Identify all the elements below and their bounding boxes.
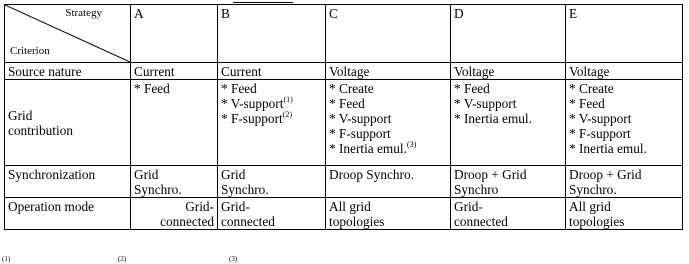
cell-source-e: Voltage [566,63,683,80]
table-row-grid-contribution [5,80,683,166]
footnote-mark-2: (2) [118,255,127,263]
cell-sync-a [131,166,218,198]
cell-source-b: Current [218,63,326,80]
list-item [221,111,322,126]
table-row-synchronization [5,166,683,198]
cell-line: All grid [569,199,611,214]
list-item: * V-support [454,96,517,111]
cell-contribution-e [566,80,683,166]
cell-line: All grid [329,199,371,214]
cell-source-c: Voltage [326,63,451,80]
cell-line: connected [160,214,214,229]
row-label-source-nature: Source nature [5,63,131,80]
cell-line: Grid- [221,199,250,214]
row-label-line: contribution [8,123,73,138]
cell-line: Grid [221,167,246,182]
list-item: * Feed [329,96,365,111]
strategy-label: Strategy [65,7,102,19]
cell-line: topologies [329,214,385,229]
criterion-label: Criterion [10,45,50,57]
cell-mode-b [218,198,326,230]
cell-source-a: Current [131,63,218,80]
cell-line: Synchro. [221,182,269,197]
cell-sync-e [566,166,683,198]
footnote-ref-1: (1) [283,94,293,104]
row-label-grid-contribution [5,80,131,166]
footnote-mark-3: (3) [229,255,238,263]
column-header-a: A [131,5,218,63]
list-item: * F-support [569,126,631,141]
list-item: * Feed [134,81,170,96]
footnote-ref-3: (3) [406,139,417,149]
cell-line: Synchro. [569,182,617,197]
cell-mode-a [131,198,218,230]
cell-mode-d [451,198,566,230]
cell-line: topologies [569,214,625,229]
corner-header-cell [5,5,131,63]
column-header-d: D [451,5,566,63]
header-row [5,5,683,63]
list-item: * Feed [221,81,257,96]
list-item: * Feed [454,81,490,96]
column-header-b: B [218,5,326,63]
strategy-comparison-table [4,4,683,230]
list-item: * F-support [329,126,391,141]
list-item: * V-support [329,111,392,126]
cell-line: connected [221,214,275,229]
cell-line: connected [454,214,508,229]
row-label-operation-mode: Operation mode [5,198,131,230]
list-item [221,96,322,111]
column-header-c: C [326,5,451,63]
list-item: * Inertia emul. [569,141,647,156]
footnote-mark-1: (1) [2,255,11,263]
list-item [329,141,447,156]
row-label-line: Grid [8,108,33,123]
footnote-ref-2: (2) [282,109,293,119]
cell-line: Grid [134,167,159,182]
list-item-text: * Inertia emul. [329,141,407,156]
list-item: * Inertia emul. [454,111,532,126]
cell-line: Grid- [454,199,483,214]
cell-line: Synchro [454,182,499,197]
cell-contribution-c [326,80,451,166]
cell-line: Grid- [185,199,214,214]
cell-contribution-a [131,80,218,166]
column-header-e: E [566,5,683,63]
list-item-text: * V-support [221,96,284,111]
cell-mode-e [566,198,683,230]
list-item: * Create [569,81,614,96]
table-row-source-nature [5,63,683,80]
list-item: * Create [329,81,374,96]
cell-sync-b [218,166,326,198]
cell-sync-d [451,166,566,198]
list-item: * V-support [569,111,632,126]
cell-contribution-d [451,80,566,166]
cell-contribution-b [218,80,326,166]
cell-source-d: Voltage [451,63,566,80]
cell-line: Droop + Grid [454,167,527,182]
cell-line: Droop + Grid [569,167,642,182]
cell-line: Droop Synchro. [329,167,414,182]
list-item: * Feed [569,96,605,111]
cell-sync-c [326,166,451,198]
row-label-synchronization: Synchronization [5,166,131,198]
list-item-text: * F-support [221,111,283,126]
cell-mode-c [326,198,451,230]
cell-line: Synchro. [134,182,182,197]
table-row-operation-mode [5,198,683,230]
